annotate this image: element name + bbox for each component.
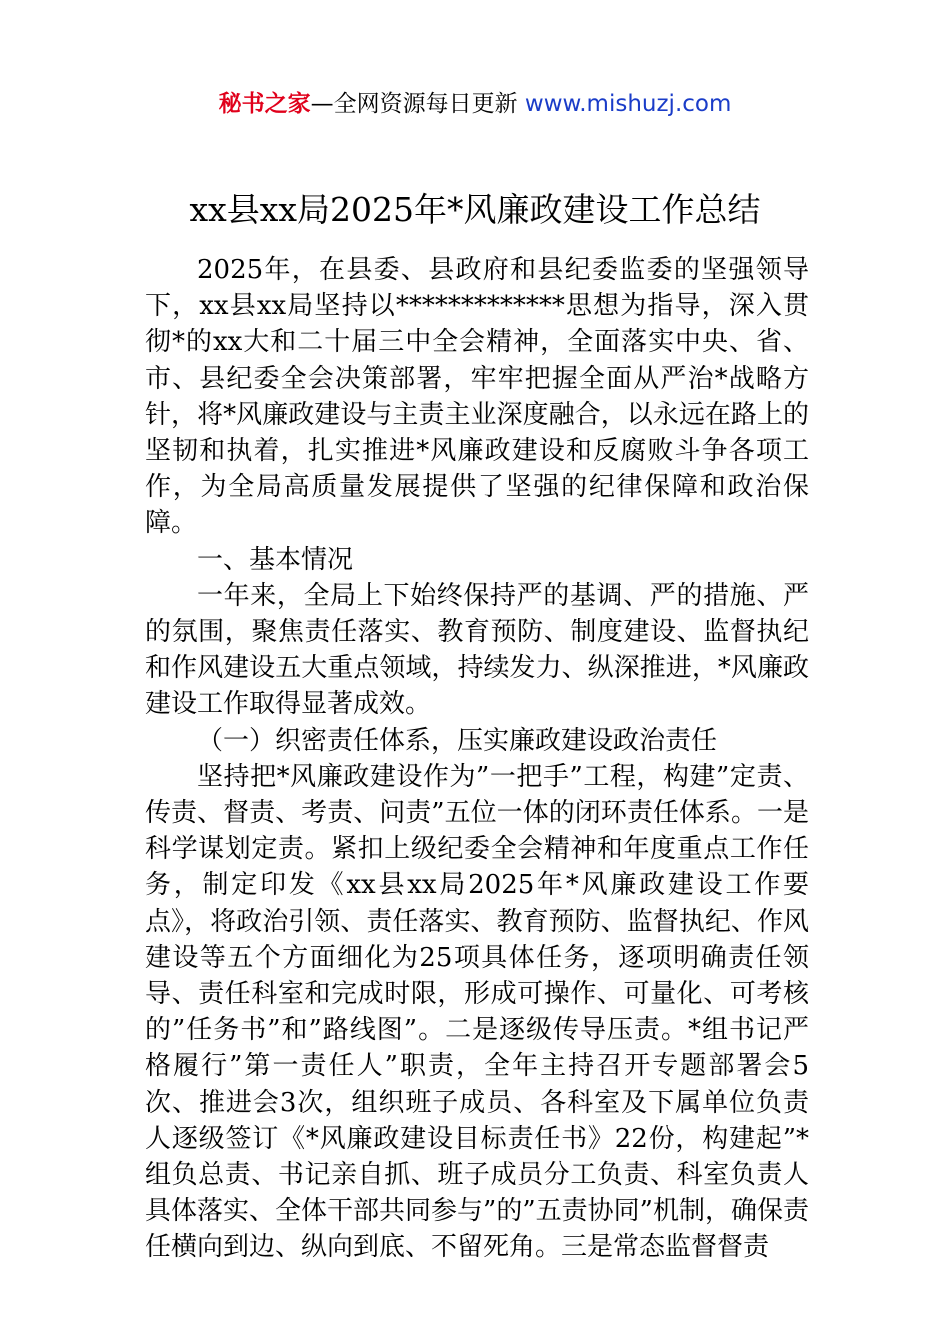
subsection-heading: （一）织密责任体系，压实廉政建设政治责任 [197, 725, 718, 756]
section-heading: 一、基本情况 [197, 544, 354, 575]
document-title: xx县xx局2025年*风廉政建设工作总结 [189, 190, 761, 229]
site-url-link[interactable]: www.mishuzj.com [524, 91, 732, 117]
document-body [145, 252, 809, 1266]
intro-paragraph: 2025年，在县委、县政府和县纪委监委的坚强领导下，xx县xx局坚持以*************思想为指导，深入贯彻*的xx大和二十届三中全会精神，全面落实中央、省、市、县纪委全会决策部署，牢牢把握全面从严治*战略方针，将*风廉政建设与主责主业深度融合，以永远在路上的坚韧和执着，扎实推进*风廉政建设和反腐败斗争各项工作，为全局高质量发展提供了坚强的纪律保障和政治保障。 [145, 255, 809, 539]
body-paragraph: 坚持把*风廉政建设作为”一把手”工程，构建”定责、传责、督责、考责、问责”五位一体的闭环责任体系。一是科学谋划定责。紧扣上级纪委全会精神和年度重点工作任务，制定印发《xx县xx局2025年*风廉政建设工作要点》，将政治引领、责任落实、教育预防、监督执纪、作风建设等五个方面细化为25项具体任务，逐项明确责任领导、责任科室和完成时限，形成可操作、可量化、可考核的”任务书”和”路线图”。二是逐级传导压责。*组书记严格履行”第一责任人”职责，全年主持召开专题部署会5次、推进会3次，组织班子成员、各科室及下属单位负责人逐级签订《*风廉政建设目标责任书》22份，构建起”*组负总责、书记亲自抓、班子成员分工负责、科室负责人具体落实、全体干部共同参与”的”五责协同”机制，确保责任横向到边、纵向到底、不留死角。三是常态监督督责 [145, 761, 809, 1263]
body-paragraph: 一年来，全局上下始终保持严的基调、严的措施、严的氛围，聚焦责任落实、教育预防、制度建设、监督执纪和作风建设五大重点领域，持续发力、纵深推进，*风廉政建设工作取得显著成效。 [145, 580, 809, 720]
site-header [0, 86, 950, 122]
site-tagline: —全网资源每日更新 [310, 91, 525, 117]
site-brand: 秘书之家 [218, 91, 311, 117]
